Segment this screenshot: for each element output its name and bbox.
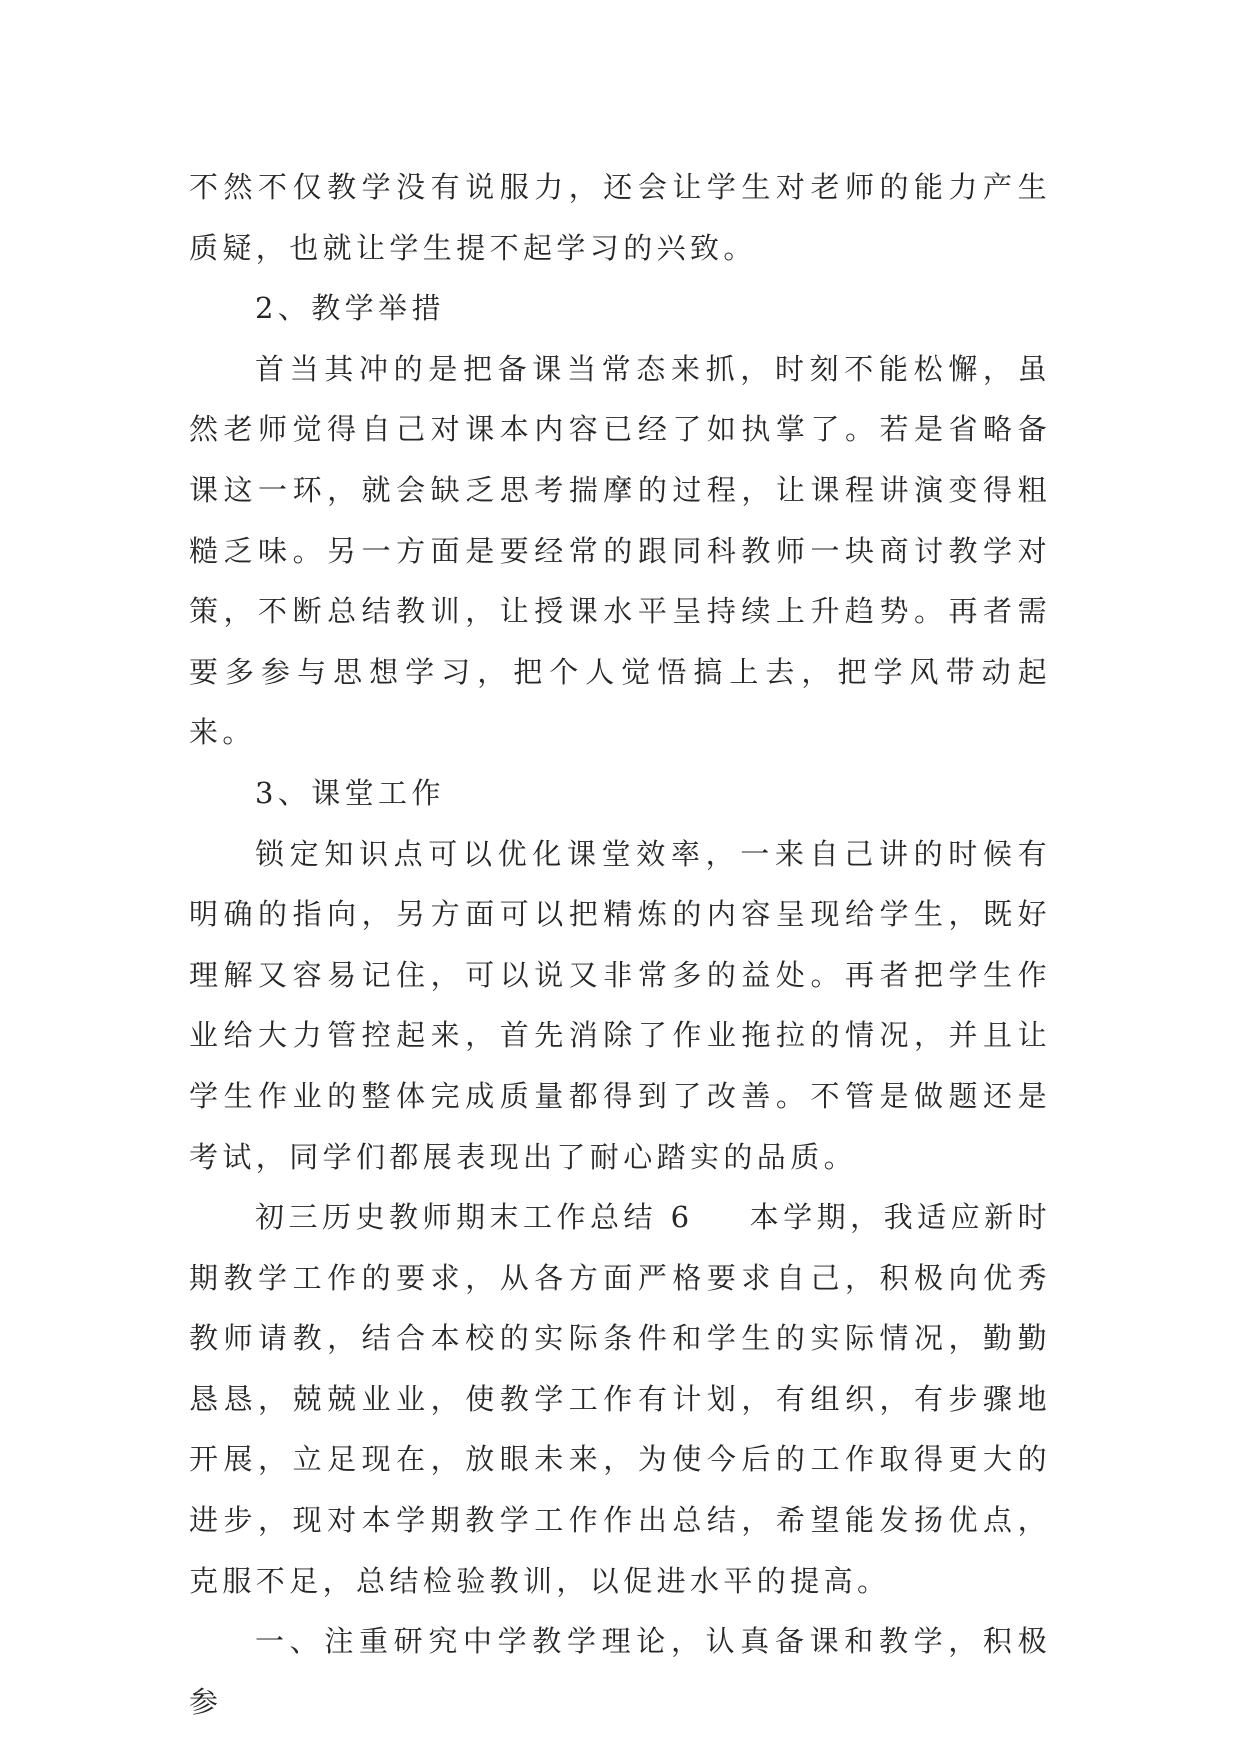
paragraph-section-one: 一、注重研究中学教学理论，认真备课和教学，积极参 xyxy=(189,1624,1051,1719)
section-heading-classroom-work: 3、课堂工作 xyxy=(255,775,445,810)
summary-title: 初三历史教师期末工作总结 6 xyxy=(255,1200,694,1235)
paragraph-teaching-measures: 首当其冲的是把备课当常态来抓，时刻不能松懈，虽然老师觉得自己对课本内容已经了如执掌了。若是省略备课这一环，就会缺乏思考揣摩的过程，让课程讲演变得粗糙乏味。另一方面是要经常的跟同科教师一块商讨教学对策，不断总结教训，让授课水平呈持续上升趋势。再者需要多参与思想学习，把个人觉悟搞上去，把学风带动起来。 xyxy=(189,351,1051,750)
paragraph-summary-6 xyxy=(189,1187,1051,1611)
section-heading-teaching-measures: 2、教学举措 xyxy=(255,291,445,326)
document-body xyxy=(189,157,1051,1732)
paragraph-classroom-work: 锁定知识点可以优化课堂效率，一来自己讲的时候有明确的指向，另方面可以把精炼的内容呈现给学生，既好理解又容易记住，可以说又非常多的益处。再者把学生作业给大力管控起来，首先消除了作业拖拉的情况，并且让学生作业的整体完成质量都得到了改善。不管是做题还是考试，同学们都展表现出了耐心踏实的品质。 xyxy=(189,836,1051,1174)
paragraph-continuation: 不然不仅教学没有说服力，还会让学生对老师的能力产生质疑，也就让学生提不起学习的兴致。 xyxy=(189,170,1051,265)
summary-text: 本学期，我适应新时期教学工作的要求，从各方面严格要求自己，积极向优秀教师请教，结合本校的实际条件和学生的实际情况，勤勤恳恳，兢兢业业，使教学工作有计划，有组织，有步骤地开展，立足现在，放眼未来，为使今后的工作取得更大的进步，现对本学期教学工作作出总结，希望能发扬优点，克服不足，总结检验教训，以促进水平的提高。 xyxy=(189,1200,1051,1598)
